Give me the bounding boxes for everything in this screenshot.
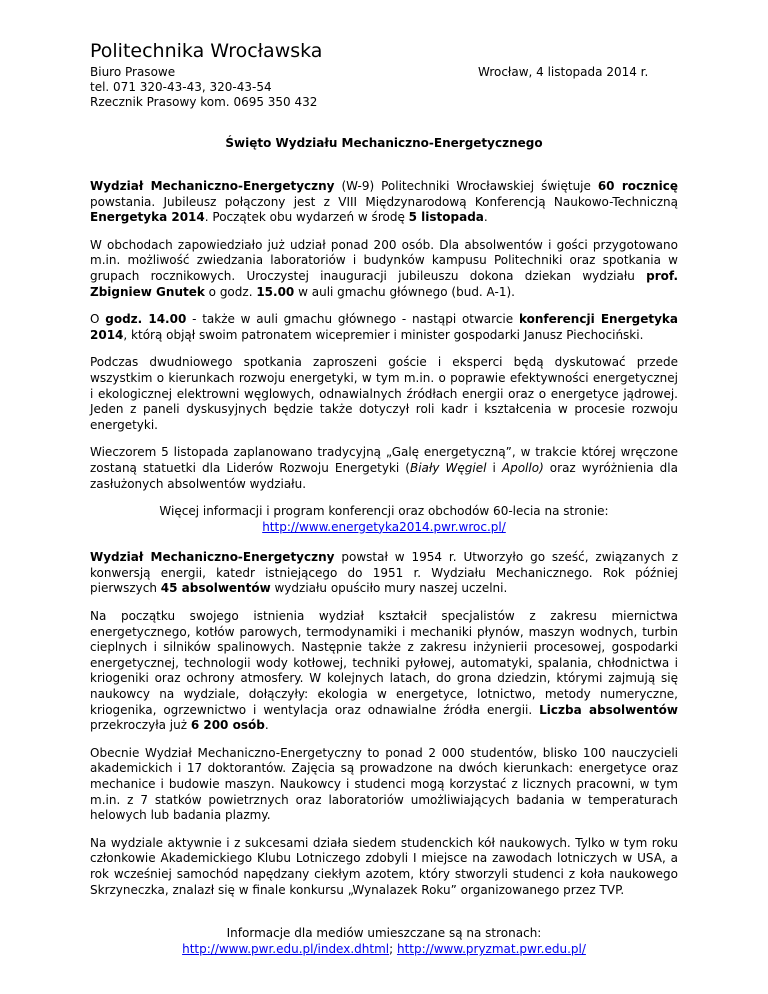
pwr-link[interactable]: http://www.pwr.edu.pl/index.dhtml bbox=[182, 942, 390, 956]
text: W obchodach zapowiedziało już udział ponad 200 osób. Dla absolwentów i gości przygotowano m.in. możliwość zwiedzania laboratoriów i budynków kampusu Politechniki oraz spotkania w grupach rocznikowych. Uroczystej inauguracji jubileuszu dokona dziekan wydziału bbox=[90, 237, 678, 283]
text: powstania. Jubileusz połączony jest z VIII Międzynarodową Konferencją Naukowo-Techniczną bbox=[90, 194, 678, 209]
award-name: Biały Węgiel bbox=[409, 460, 487, 475]
text: przekroczyła już bbox=[90, 718, 191, 733]
press-office: Biuro Prasowe bbox=[90, 65, 176, 79]
text: . bbox=[264, 718, 269, 733]
paragraph-4: Podczas dwudniowego spotkania zaproszeni goście i eksperci będą dyskutować przede wszystkim o kierunkach rozwoju energetyki, w tym m.in. o poprawie efektywności energetycznej i ekologicznej elektrowni węglowych, odnawialnych źródłach energii oraz o energetyce jądrowej. Jeden z paneli dyskusyjnych będzie także dotyczył roli kadr i kształcenia w procesie rozwoju energetyki. bbox=[90, 355, 678, 432]
text: powstał w 1954 r. Utworzyło go sześć, związanych z konwersją energii, katedr istniejącego do 1951 r. Wydziału Mechanicznego. Rok później pierwszych bbox=[90, 550, 678, 596]
phone-numbers: tel. 071 320-43-43, 320-43-54 bbox=[90, 80, 272, 94]
faculty-name: Wydział Mechaniczno-Energetyczny bbox=[90, 550, 335, 565]
text: w auli gmachu głównego (bud. A-1). bbox=[294, 284, 515, 299]
text: O bbox=[90, 312, 106, 327]
pryzmat-link[interactable]: http://www.pryzmat.pwr.edu.pl/ bbox=[396, 942, 586, 956]
award-name: Apollo) bbox=[501, 460, 544, 475]
text: . Początek obu wydarzeń w środę bbox=[204, 210, 409, 225]
paragraph-1 bbox=[90, 179, 678, 226]
more-info-text: Więcej informacji i program konferencji oraz obchodów 60-lecia na stronie: bbox=[159, 504, 609, 519]
paragraph-5 bbox=[90, 445, 678, 492]
conference-time: godz. 14.00 bbox=[105, 312, 187, 327]
header-contact bbox=[90, 65, 317, 110]
text: - także w auli gmachu głównego - nastąpi otwarcie bbox=[186, 312, 519, 327]
text: oraz wyróżnienia dla zasłużonych absolwentów wydziału. bbox=[90, 460, 678, 491]
conference-link[interactable]: http://www.energetyka2014.pwr.wroc.pl/ bbox=[262, 519, 506, 534]
graduates-label: Liczba absolwentów bbox=[539, 702, 678, 717]
footer-text: Informacje dla mediów umieszczane są na stronach: bbox=[226, 926, 542, 940]
date-line: Wrocław, 4 listopada 2014 r. bbox=[478, 65, 649, 79]
document-title: Święto Wydziału Mechaniczno-Energetycznego bbox=[225, 136, 543, 150]
link-separator: ; bbox=[389, 942, 397, 956]
first-graduates: 45 absolwentów bbox=[160, 581, 271, 596]
text: wydziału opuściło mury naszej uczelni. bbox=[270, 581, 508, 596]
inauguration-time: 15.00 bbox=[256, 284, 295, 299]
footer-links bbox=[90, 941, 678, 957]
conference-name: Energetyka 2014 bbox=[90, 210, 205, 225]
text: i bbox=[486, 460, 502, 475]
paragraph-8: Obecnie Wydział Mechaniczno-Energetyczny to ponad 2 000 studentów, blisko 100 nauczycieli akademickich i 17 doktorantów. Zajęcia są prowadzone na dwóch kierunkach: energetyce oraz mechanice i budowie maszyn. Naukowcy i studenci mogą korzystać z licznych pracowni, w tym m.in. z 7 statków powietrznych oraz laboratoriów umożliwiających badania w temperaturach helowych lub badania plazmy. bbox=[90, 745, 678, 823]
paragraph-9: Na wydziale aktywnie i z sukcesami działa siedem studenckich kół naukowych. Tylko w tym roku członkowie Akademickiego Klubu Lotniczego zdobyli I miejsce na zawodach lotniczych w USA, a rok wcześniej samochód napędzany ciekłym azotem, który stworzyli studenci z koła naukowego Skrzyneczka, znalazł się w finale konkursu „Wynalazek Roku” organizowanego przez TVP. bbox=[90, 835, 678, 897]
text: , którą objął swoim patronatem wicepremier i minister gospodarki Janusz Piechociński. bbox=[123, 327, 644, 342]
text: . bbox=[483, 210, 488, 225]
paragraph-2 bbox=[90, 238, 678, 300]
footer bbox=[90, 925, 678, 957]
spokesman-phone: Rzecznik Prasowy kom. 0695 350 432 bbox=[90, 95, 318, 109]
paragraph-6 bbox=[90, 550, 678, 597]
document-body bbox=[90, 179, 678, 910]
anniversary: 60 rocznicę bbox=[597, 179, 678, 193]
text: Na początku swojego istnienia wydział kształcił specjalistów z zakresu miernictwa energetycznego, kotłów parowych, termodynamiki i mechaniki płynów, maszyn wodnych, turbin cieplnych i silników spalinowych. Następnie także z zakresu inżynierii procesowej, gospodarki energetycznej, technologii wody kotłowej, techniki pyłowej, automatyki, spalania, chłodnictwa i kriogeniki oraz ochrony atmosfery. W kolejnych latach, do grona dziedzin, którymi zajmują się naukowcy na wydziale, dołączyły: ekologia w energetyce, lotnictwo, metody numeryczne, kriogenika, ogrzewnictwo i wentylacja oraz odnawialne źródła energii. bbox=[90, 609, 678, 717]
text: (W-9) Politechniki Wrocławskiej świętuje bbox=[334, 179, 598, 193]
faculty-name: Wydział Mechaniczno-Energetyczny bbox=[90, 179, 335, 193]
org-title: Politechnika Wrocławska bbox=[90, 40, 323, 62]
text: Wieczorem 5 listopada zaplanowano tradycyjną „Galę energetyczną”, w trakcie której wręczone zostaną statuetki dla Liderów Rozwoju Energetyki ( bbox=[90, 445, 678, 475]
paragraph-3 bbox=[90, 312, 678, 343]
graduates-count: 6 200 osób bbox=[190, 718, 265, 733]
event-date: 5 listopada bbox=[408, 210, 484, 225]
conference-title: konferencji Energetyka 2014 bbox=[90, 312, 678, 342]
text: o godz. bbox=[204, 284, 257, 299]
more-info bbox=[90, 504, 678, 535]
paragraph-7 bbox=[90, 609, 678, 734]
dean-name: prof. Zbigniew Gnutek bbox=[90, 268, 678, 299]
